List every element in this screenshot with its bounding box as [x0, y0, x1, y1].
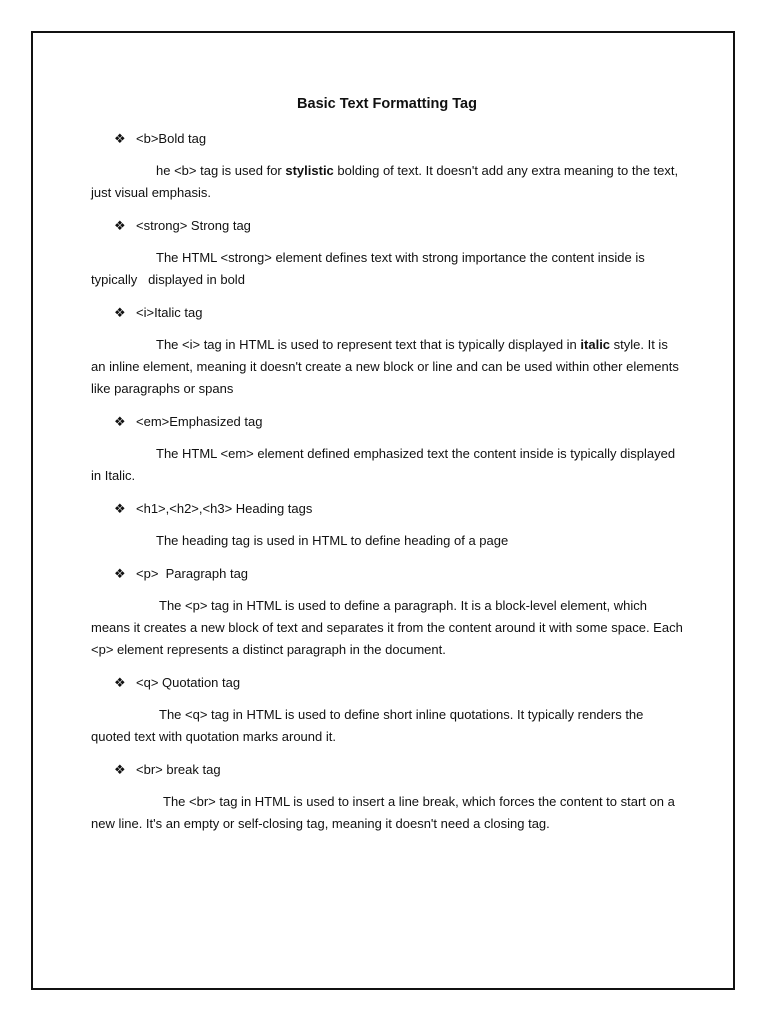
paragraph-bold-word: italic	[580, 337, 611, 352]
document-title: Basic Text Formatting Tag	[297, 96, 477, 112]
paragraph-text: bolding of text. It doesn't add any extra meaning to the text, just visual emphasis.	[91, 163, 679, 200]
section-paragraph-quotation	[91, 704, 683, 748]
section-heading-strong	[91, 215, 683, 237]
paragraph-text: The <br> tag in HTML is used to insert a line break, which forces the content to start on a new line. It's an empty or self-closing tag, meaning it doesn't need a closing tag.	[91, 794, 675, 831]
section-heading-text: <br> break tag	[136, 762, 221, 777]
diamond-bullet-icon: ❖	[114, 501, 126, 516]
document-content	[91, 93, 683, 846]
paragraph-text: style. It is an inline element, meaning it doesn't create a new block or line and can be used within other elements like paragraphs or spans	[91, 337, 679, 396]
section-paragraph-headings	[91, 530, 683, 552]
paragraph-text: The <i> tag in HTML is used to represent text that is typically displayed in	[156, 337, 581, 352]
section-heading-paragraph	[91, 563, 683, 585]
section-paragraph-bold	[91, 160, 683, 204]
section-paragraph-paragraph	[91, 595, 683, 661]
section-heading-headings	[91, 498, 683, 520]
diamond-bullet-icon: ❖	[114, 218, 126, 233]
diamond-bullet-icon: ❖	[114, 566, 126, 581]
paragraph-text: The HTML <em> element defined emphasized text the content inside is typically displayed in Italic.	[91, 446, 676, 483]
paragraph-text: The <p> tag in HTML is used to define a paragraph. It is a block-level element, which means it creates a new block of text and separates it from the content around it with some space. Each <p> element represents a distinct paragraph in the document.	[91, 598, 683, 657]
section-heading-text: <strong> Strong tag	[136, 218, 251, 233]
section-heading-text: <h1>,<h2>,<h3> Heading tags	[136, 501, 313, 516]
section-heading-text: <p> Paragraph tag	[136, 566, 249, 581]
paragraph-text: he <b> tag is used for	[156, 163, 286, 178]
section-paragraph-break	[91, 791, 683, 835]
section-heading-quotation	[91, 672, 683, 694]
section-paragraph-italic	[91, 334, 683, 400]
diamond-bullet-icon: ❖	[114, 762, 126, 777]
paragraph-text: The HTML <strong> element defines text with strong importance the content inside is typically displayed in bold	[91, 250, 649, 287]
diamond-bullet-icon: ❖	[114, 675, 126, 690]
document-page	[31, 31, 735, 990]
section-heading-text: <q> Quotation tag	[136, 675, 241, 690]
section-paragraph-em	[91, 443, 683, 487]
section-heading-text: <b>Bold tag	[136, 131, 207, 146]
section-heading-text: <em>Emphasized tag	[136, 414, 263, 429]
section-heading-break	[91, 759, 683, 781]
section-heading-em	[91, 411, 683, 433]
diamond-bullet-icon: ❖	[114, 414, 126, 429]
paragraph-text: The heading tag is used in HTML to define heading of a page	[156, 533, 509, 548]
paragraph-text: The <q> tag in HTML is used to define short inline quotations. It typically renders the quoted text with quotation marks around it.	[91, 707, 644, 744]
diamond-bullet-icon: ❖	[114, 131, 126, 146]
section-heading-italic	[91, 302, 683, 324]
paragraph-bold-word: stylistic	[285, 163, 334, 178]
diamond-bullet-icon: ❖	[114, 305, 126, 320]
section-paragraph-strong	[91, 247, 683, 291]
section-heading-text: <i>Italic tag	[136, 305, 203, 320]
section-heading-bold	[91, 128, 683, 150]
